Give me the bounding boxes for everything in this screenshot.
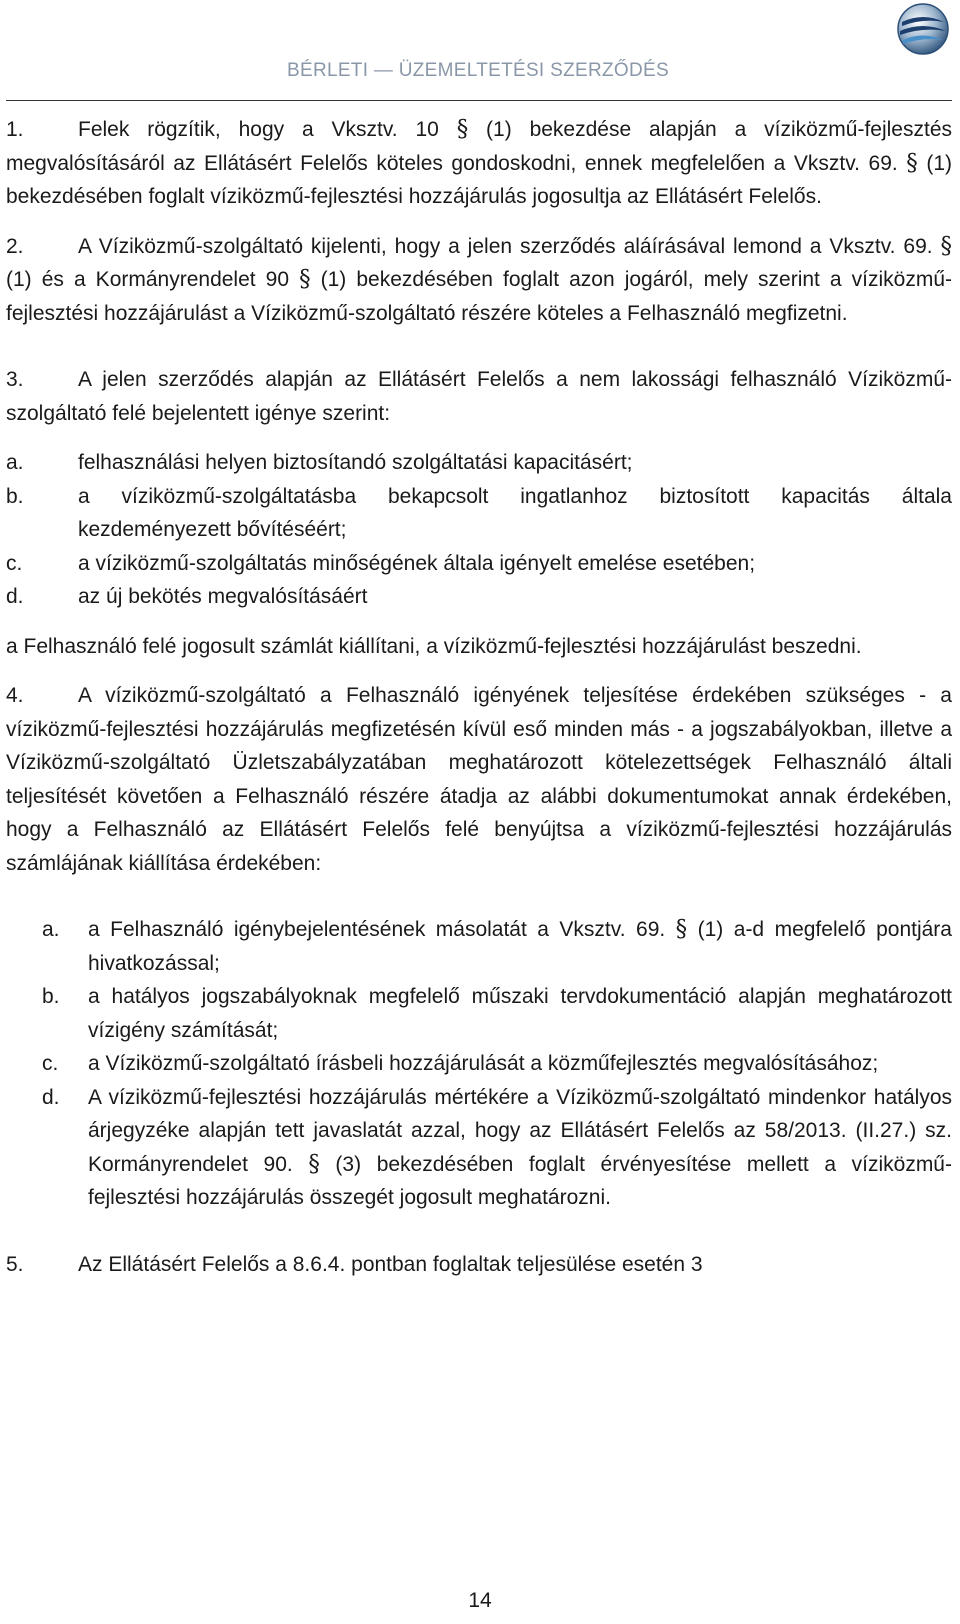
section-4-intro: 4. A víziközmű-szolgáltató a Felhasználó igényének teljesítése érdekében szükséges - a víziközmű-fejlesztési hozzájárulás megfizetésén kívül eső minden más - a jogszabályokban, illetve a Víziközmű-szolgáltató Üzletszabályzatában meghatározott kötelezettségek Felhasználó általi teljesítését követően a Felhasználó részére átadja az alábbi dokumentumokat annak érdekében, hogy a Felhasználó az Ellátásért Felelős felé benyújtsa a víziközmű-fejlesztési hozzájárulás számlájának kiállítása érdekében: [6, 679, 952, 880]
section-4-list [6, 913, 952, 1215]
list-item: c. a Víziközmű-szolgáltató írásbeli hozzájárulását a közműfejlesztés megvalósításához; [42, 1052, 879, 1075]
document-title: BÉRLETI — ÜZEMELTETÉSI SZERZŐDÉS [287, 60, 669, 81]
section-number: 4. [6, 684, 24, 707]
list-item: c. a víziközmű-szolgáltatás minőségének általa igényelt emelése esetében; [6, 551, 756, 575]
section-sign-icon: § [456, 116, 469, 142]
section-number: 2. [6, 234, 24, 258]
list-item: b. a hatályos jogszabályoknak megfelelő műszaki tervdokumentáció alapján meghatározott vízigény számítását; [42, 985, 952, 1042]
section-sign-icon: § [675, 916, 688, 942]
header-divider [6, 100, 952, 101]
section-sign-icon: § [308, 1150, 320, 1177]
section-number: 3. [6, 368, 24, 391]
section-sign-icon: § [906, 149, 918, 176]
section-2: 2. A Víziközmű-szolgáltató kijelenti, hogy a jelen szerződés aláírásával lemond a Vksztv. 69. § (1) és a Kormányrendelet 90 § (1) bekezdésében foglalt azon jogáról, mely szerint a víziközmű-fejlesztési hozzájárulást a Víziközmű-szolgáltató részére köteles a Felhasználó megfizetni. [6, 230, 952, 331]
list-item: d. az új bekötés megvalósításáért [6, 585, 368, 608]
section-sign-icon: § [940, 232, 952, 259]
list-item: d. A víziközmű-fejlesztési hozzájárulás mértékére a Víziközmű-szolgáltató mindenkor hatályos árjegyzéke alapján tett javaslatát azzal, hogy az Ellátásért Felelős az 58/2013. (II.27.) sz. Kormányrendelet 90. § (3) bekezdésében foglalt érvényesítése mellett a víziközmű-fejlesztési hozzájárulás összegét jogosult meghatározni. [42, 1085, 952, 1209]
section-3-list [6, 446, 952, 614]
section-sign-icon: § [299, 266, 311, 292]
company-logo-icon [896, 2, 950, 56]
list-item: b. a víziközmű-szolgáltatásba bekapcsolt ingatlanhoz biztosított kapacitás általa kezdeményezett bővítéséért; [6, 484, 952, 541]
section-number: 5. [6, 1252, 24, 1276]
page-number: 14 [468, 1589, 492, 1612]
document-body [6, 113, 952, 1281]
section-1: 1. Felek rögzítik, hogy a Vksztv. 10 § (1) bekezdése alapján a víziközmű-fejlesztés megvalósításáról az Ellátásért Felelős köteles gondoskodni, ennek megfelelően a Vksztv. 69. § (1) bekezdésében foglalt víziközmű-fejlesztési hozzájárulás jogosultja az Ellátásért Felelős. [6, 113, 952, 214]
section-3-intro: 3. A jelen szerződés alapján az Ellátásért Felelős a nem lakossági felhasználó Víziközmű-szolgáltató felé bejelentett igénye szerint: [6, 363, 952, 430]
section-number: 1. [6, 118, 24, 141]
section-5: 5. Az Ellátásért Felelős a 8.6.4. pontban foglaltak teljesülése esetén 3 [6, 1248, 952, 1282]
section-3-outro: a Felhasználó felé jogosult számlát kiállítani, a víziközmű-fejlesztési hozzájárulást beszedni. [6, 634, 862, 658]
list-item: a. felhasználási helyen biztosítandó szolgáltatási kapacitásért; [6, 451, 633, 474]
list-item: a. a Felhasználó igénybejelentésének másolatát a Vksztv. 69. § (1) a-d megfelelő pontjára hivatkozással; [42, 916, 952, 975]
